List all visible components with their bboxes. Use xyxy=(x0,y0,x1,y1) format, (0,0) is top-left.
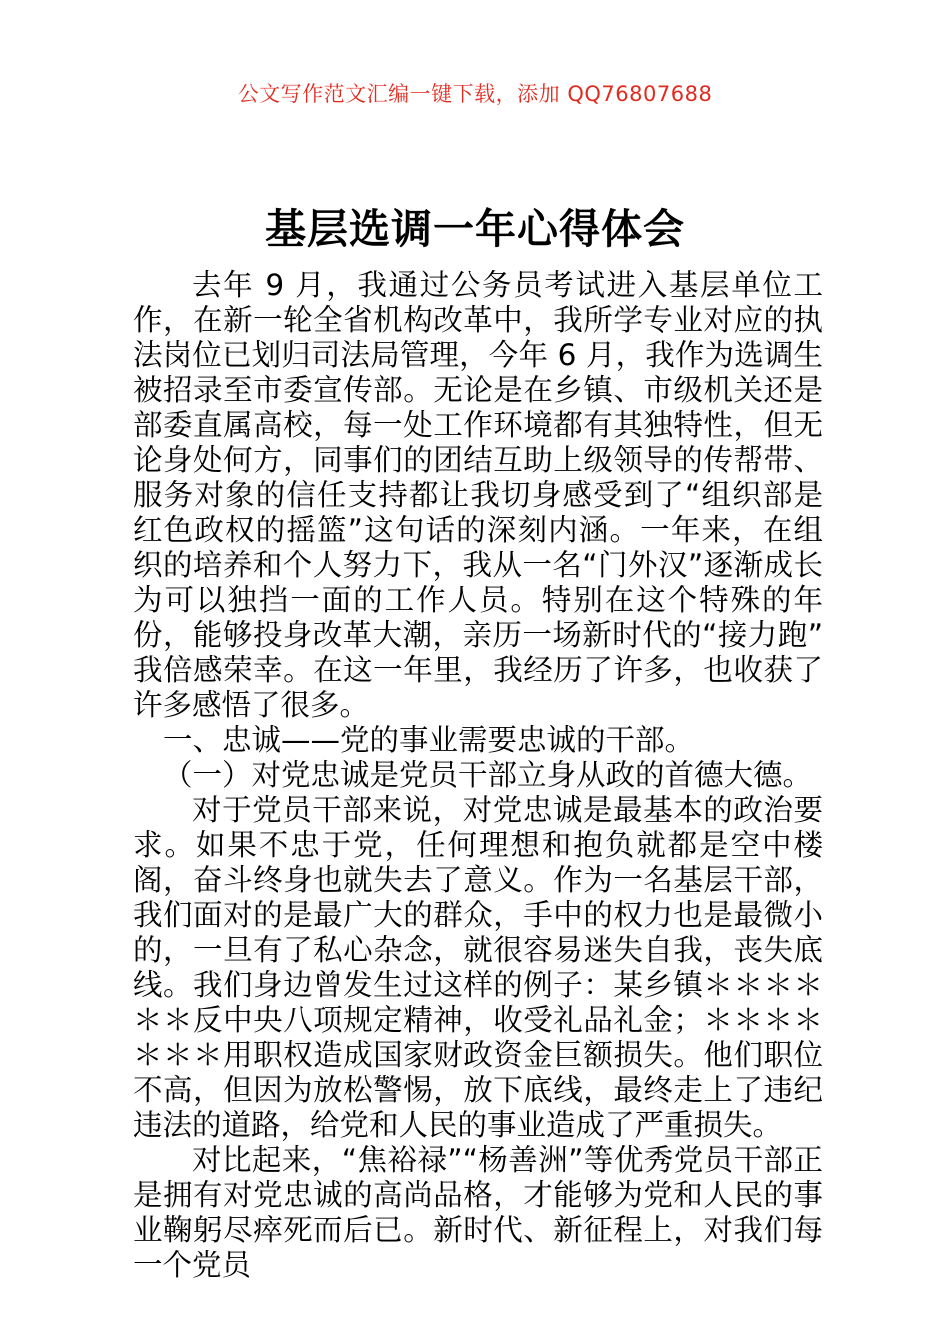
section-heading-one: 一、忠诚——党的事业需要忠诚的干部。 xyxy=(163,723,695,757)
paragraph-role-models: 对比起来，“焦裕禄”“杨善洲”等优秀党员干部正是拥有对党忠诚的高尚品格，才能够为党和人民的事业鞠躬尽瘁死而后已。新时代、新征程上，对我们每一个党员 xyxy=(133,1143,823,1282)
document-body xyxy=(133,268,823,1283)
promo-watermark-header: 公文写作范文汇编一键下载，添加 QQ76807688 xyxy=(237,82,713,106)
paragraph-loyalty-body: 对于党员干部来说，对党忠诚是最基本的政治要求。如果不忠于党，任何理想和抱负就都是空中楼阁，奋斗终身也就失去了意义。作为一名基层干部，我们面对的是最广大的群众，手中的权力也是最微小的，一旦有了私心杂念，就很容易迷失自我，丧失底线。我们身边曾发生过这样的例子：某乡镇＊＊＊＊＊＊反中央八项规定精神，收受礼品礼金；＊＊＊＊＊＊＊用职权造成国家财政资金巨额损失。他们职位不高，但因为放松警惕，放下底线，最终走上了违纪违法的道路，给党和人民的事业造成了严重损失。 xyxy=(133,793,823,1142)
document-title: 基层选调一年心得体会 xyxy=(265,205,685,254)
paragraph-opening: 去年 9 月，我通过公务员考试进入基层单位工作，在新一轮全省机构改革中，我所学专业对应的执法岗位已划归司法局管理，今年 6 月，我作为选调生被招录至市委宣传部。无论是在乡镇、市级机关还是部委直属高校，每一处工作环境都有其独特性，但无论身处何方，同事们的团结互助上级领导的传帮带、服务对象的信任支持都让我切身感受到了“组织部是红色政权的摇篮”这句话的深刻内涵。一年来，在组织的培养和个人努力下，我从一名“门外汉”逐渐成长为可以独挡一面的工作人员。特别在这个特殊的年份，能够投身改革大潮，亲历一场新时代的“接力跑”我倍感荣幸。在这一年里，我经历了许多，也收获了许多感悟了很多。 xyxy=(133,268,823,722)
subsection-heading-one: （一）对党忠诚是党员干部立身从政的首德大德。 xyxy=(163,758,813,792)
